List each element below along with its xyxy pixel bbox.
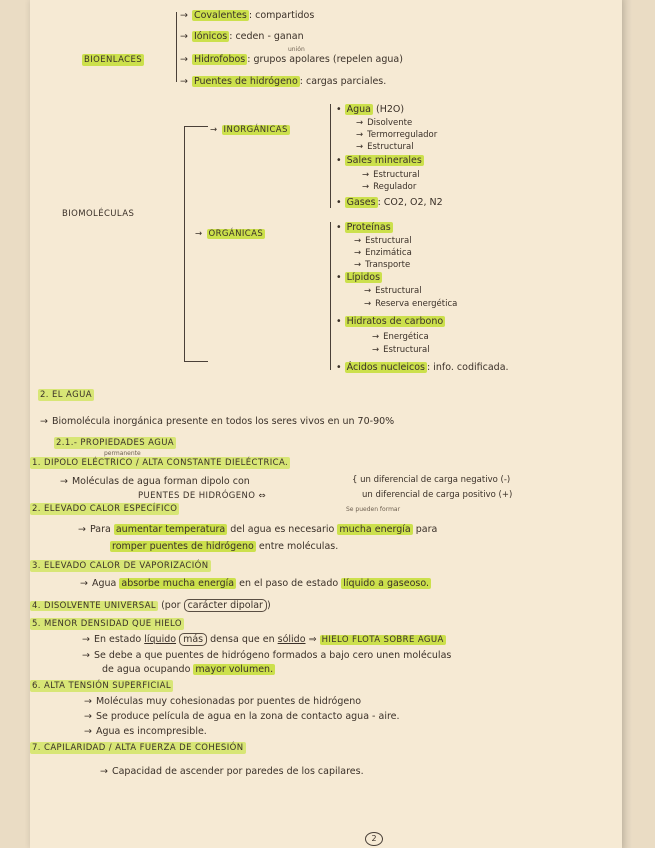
list-item-text: Estructural: [383, 345, 430, 355]
list-item-text: Reserva energética: [375, 299, 458, 309]
bullet-icon: •: [336, 104, 345, 115]
list-item: [364, 298, 457, 310]
highlight-text: aumentar temperatura: [115, 524, 226, 535]
arrow-right-icon: →: [356, 130, 364, 140]
bullet-icon: •: [336, 316, 345, 327]
list-item: [364, 285, 422, 297]
biomoleculas-brace: [184, 126, 185, 362]
arrow-right-icon: →: [195, 229, 203, 239]
bullet-icon: •: [336, 362, 345, 373]
bioenlace-item: [180, 10, 314, 22]
inorganicas-brace: [330, 104, 331, 208]
bioenlace-desc: : ceden - ganan: [229, 31, 304, 42]
property-text: Para: [89, 524, 111, 535]
property-line: [78, 524, 437, 536]
bioenlace-head: Puentes de hidrógeno: [193, 76, 298, 87]
bullet-icon: •: [336, 272, 345, 283]
property-text: en el paso de estado: [239, 578, 339, 589]
inorganicas-text: INORGÁNICAS: [223, 125, 288, 135]
bioenlace-head: Hidrofobos: [193, 54, 246, 65]
property-text: de agua ocupando: [102, 664, 191, 675]
highlight-text: HIELO FLOTA SOBRE AGUA: [321, 635, 444, 645]
bioenlace-item: [180, 76, 386, 88]
brace-text-positive: un diferencial de carga positivo (+): [362, 490, 513, 500]
property-text: (por: [161, 600, 181, 611]
list-item: [372, 331, 429, 343]
property-4-heading: 4. DISOLVENTE UNIVERSAL: [32, 601, 157, 611]
property-2-heading: 2. ELEVADO CALOR ESPECÍFICO: [32, 504, 178, 514]
arrow-right-icon: →: [364, 286, 372, 296]
property-line: [138, 490, 266, 502]
bioenlace-head: Iónicos: [193, 31, 228, 42]
arrow-right-icon: →: [354, 236, 362, 246]
property-line: [82, 650, 451, 662]
biomoleculas-title: BIOMOLÉCULAS: [62, 209, 135, 219]
list-item: [362, 181, 416, 193]
list-item-text: Disolvente: [367, 118, 413, 128]
list-item: [356, 141, 414, 153]
bioenlace-note: unión: [288, 46, 305, 53]
list-item: [354, 247, 412, 259]
arrow-right-icon: →: [180, 10, 188, 21]
bullet-icon: •: [336, 222, 345, 233]
highlight-text: absorbe mucha energía: [121, 578, 235, 589]
arrow-right-icon: →: [82, 650, 90, 661]
property-line: [82, 634, 446, 646]
list-item: [362, 169, 420, 181]
subsection-title: 2.1.- PROPIEDADES AGUA: [56, 438, 175, 448]
gases-list: : CO2, O2, N2: [377, 197, 443, 208]
arrow-right-icon: →: [84, 696, 92, 707]
bioenlace-item: [180, 54, 403, 66]
sales-label: Sales minerales: [346, 155, 422, 166]
bioenlace-desc: : compartidos: [248, 10, 315, 21]
brace-tick: [184, 126, 208, 127]
lipidos-head: [336, 272, 382, 284]
list-item: [354, 235, 412, 247]
list-item-text: Estructural: [375, 286, 422, 296]
acidos-label: Ácidos nucleicos: [346, 362, 426, 373]
list-item-text: Energética: [383, 332, 429, 342]
arrow-right-icon: →: [82, 634, 90, 645]
property-text: entre moléculas.: [258, 541, 339, 552]
section-title: 2. EL AGUA: [40, 390, 92, 400]
proteinas-label: Proteínas: [346, 222, 391, 233]
bioenlaces-title: BIOENLACES: [84, 55, 143, 65]
puentes-label: PUENTES DE HIDRÓGENO: [138, 491, 256, 501]
arrow-right-icon: →: [80, 578, 88, 589]
property-text: ): [266, 600, 271, 611]
brace-tick: [184, 361, 208, 362]
property-3-heading: 3. ELEVADO CALOR DE VAPORIZACIÓN: [32, 561, 209, 571]
boxed-text: carácter dipolar: [184, 599, 267, 612]
bioenlaces-brace: [176, 12, 177, 82]
brace-text-negative: un diferencial de carga negativo (-): [360, 475, 511, 485]
list-item: [356, 129, 437, 141]
gases-label: Gases: [346, 197, 376, 208]
intro-text: Biomolécula inorgánica presente en todos los seres vivos en un 70-90%: [51, 416, 395, 427]
bullet-icon: •: [336, 197, 345, 208]
gases-head: [336, 197, 443, 209]
arrow-right-icon: →: [354, 260, 362, 270]
property-note: Se pueden formar: [346, 506, 401, 513]
bioenlace-desc: : cargas parciales.: [299, 76, 387, 87]
property-text: Moléculas de agua forman dipolo con: [71, 476, 250, 487]
arrow-right-icon: →: [372, 332, 380, 342]
property-text: Se debe a que puentes de hidrógeno formados a bajo cero unen moléculas: [93, 650, 452, 661]
organicas-text: ORGÁNICAS: [208, 229, 264, 239]
property-6-heading: 6. ALTA TENSIÓN SUPERFICIAL: [32, 681, 172, 691]
boxed-text: más: [179, 633, 207, 646]
arrow-right-icon: →: [180, 76, 188, 87]
arrow-right-icon: →: [180, 31, 188, 42]
agua-formula: (H2O): [376, 104, 405, 115]
property-note: permanente: [104, 450, 141, 457]
bullet-icon: •: [336, 155, 345, 166]
list-item-text: Enzimática: [365, 248, 412, 258]
acidos-head: [336, 362, 509, 374]
underlined-text: líquido: [144, 634, 177, 645]
property-text: del agua es necesario: [230, 524, 335, 535]
property-line: [84, 726, 207, 738]
acidos-desc: : info. codificada.: [427, 362, 509, 373]
arrow-right-icon: →: [78, 524, 86, 535]
property-line: [100, 766, 364, 778]
bioenlace-item: [180, 31, 304, 43]
highlight-text: líquido a gaseoso.: [343, 578, 430, 589]
notebook-page: [30, 0, 622, 848]
arrow-right-icon: →: [40, 416, 48, 427]
property-text: Capacidad de ascender por paredes de los capilares.: [111, 766, 364, 777]
property-line: [84, 696, 361, 708]
bioenlace-desc: : grupos apolares (repelen agua): [247, 54, 403, 65]
arrow-right-icon: →: [60, 476, 68, 487]
list-item-text: Transporte: [365, 260, 411, 270]
list-item: [372, 344, 430, 356]
property-text: para: [415, 524, 438, 535]
arrow-right-icon: →: [356, 118, 364, 128]
curly-brace-icon: {: [352, 475, 361, 485]
property-text: En estado: [93, 634, 142, 645]
list-item: [354, 259, 410, 271]
proteinas-head: [336, 222, 393, 234]
property-text: Se produce película de agua en la zona de contacto agua - aire.: [95, 711, 400, 722]
property-line: [84, 711, 400, 723]
arrow-right-icon: →: [100, 766, 108, 777]
page-number: 2: [365, 832, 383, 846]
property-line: [102, 664, 275, 676]
property-4-line: [30, 600, 271, 612]
double-arrow-icon: ⇔: [258, 491, 267, 501]
property-text: Agua: [91, 578, 117, 589]
property-text: Moléculas muy cohesionadas por puentes de hidrógeno: [95, 696, 362, 707]
list-item-text: Estructural: [367, 142, 414, 152]
property-line: [60, 476, 250, 488]
list-item: [356, 117, 412, 129]
arrow-right-icon: →: [354, 248, 362, 258]
arrow-right-icon: →: [84, 711, 92, 722]
property-line: [80, 578, 431, 590]
arrow-right-icon: →: [356, 142, 364, 152]
property-5-heading: 5. MENOR DENSIDAD QUE HIELO: [32, 619, 182, 629]
underlined-text: sólido: [277, 634, 306, 645]
property-text: Agua es incompresible.: [95, 726, 207, 737]
arrow-right-icon: →: [210, 125, 218, 135]
organicas-brace: [330, 222, 331, 370]
list-item-text: Estructural: [365, 236, 412, 246]
lipidos-label: Lípidos: [346, 272, 381, 283]
bioenlace-head: Covalentes: [193, 10, 247, 21]
hidratos-label: Hidratos de carbono: [346, 316, 444, 327]
highlight-text: mayor volumen.: [195, 664, 274, 675]
brace-group: [352, 474, 510, 486]
arrow-right-icon: →: [372, 345, 380, 355]
agua-head: [336, 104, 404, 116]
arrow-right-icon: →: [362, 170, 370, 180]
sales-head: [336, 155, 424, 167]
list-item-text: Estructural: [373, 170, 420, 180]
arrow-right-icon: →: [84, 726, 92, 737]
property-1-heading: 1. DIPOLO ELÉCTRICO / ALTA CONSTANTE DIELÉCTRICA.: [32, 458, 289, 468]
arrow-right-icon: →: [362, 182, 370, 192]
highlight-text: romper puentes de hidrógeno: [112, 541, 254, 552]
organicas-label: [195, 228, 265, 240]
arrow-right-icon: →: [364, 299, 372, 309]
property-text: densa que en: [210, 634, 275, 645]
list-item-text: Termorregulador: [367, 130, 438, 140]
arrow-double-right-icon: ⇒: [308, 634, 317, 645]
list-item-text: Regulador: [373, 182, 417, 192]
hidratos-head: [336, 316, 445, 328]
property-line: [110, 541, 338, 553]
arrow-right-icon: →: [180, 54, 188, 65]
highlight-text: mucha energía: [339, 524, 411, 535]
inorganicas-label: [210, 124, 290, 136]
property-7-heading: 7. CAPILARIDAD / ALTA FUERZA DE COHESIÓN: [32, 743, 244, 753]
agua-label: Agua: [346, 104, 371, 115]
section-intro: [40, 416, 394, 428]
